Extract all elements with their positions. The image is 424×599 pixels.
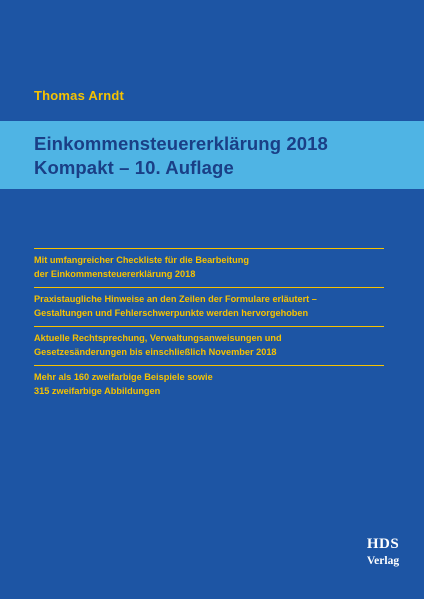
title-line-2: Kompakt – 10. Auflage xyxy=(34,157,234,178)
feature-text-line: Praxistaugliche Hinweise an den Zeilen der Formulare erläutert – xyxy=(34,294,317,304)
feature-text-line: 315 zweifarbige Abbildungen xyxy=(34,386,161,396)
feature-text-line: Mit umfangreicher Checkliste für die Bearbeitung xyxy=(34,255,249,265)
feature-item xyxy=(34,326,384,365)
feature-item xyxy=(34,287,384,326)
feature-text-line: Mehr als 160 zweifarbige Beispiele sowie xyxy=(34,372,213,382)
feature-text-line: Gestaltungen und Fehlerschwerpunkte werden hervorgehoben xyxy=(34,308,309,318)
publisher-logo-top: HDS xyxy=(366,536,400,552)
publisher-logo-bottom: Verlag xyxy=(366,555,400,567)
feature-list xyxy=(34,248,384,404)
publisher-logo xyxy=(363,536,403,576)
feature-text-line: Gesetzesänderungen bis einschließlich November 2018 xyxy=(34,347,277,357)
title-line-1: Einkommensteuererklärung 2018 xyxy=(34,133,328,154)
feature-item xyxy=(34,365,384,404)
feature-item xyxy=(34,248,384,287)
feature-text-line: Aktuelle Rechtsprechung, Verwaltungsanweisungen und xyxy=(34,333,282,343)
author-name: Thomas Arndt xyxy=(34,88,125,103)
feature-text-line: der Einkommensteuererklärung 2018 xyxy=(34,269,196,279)
